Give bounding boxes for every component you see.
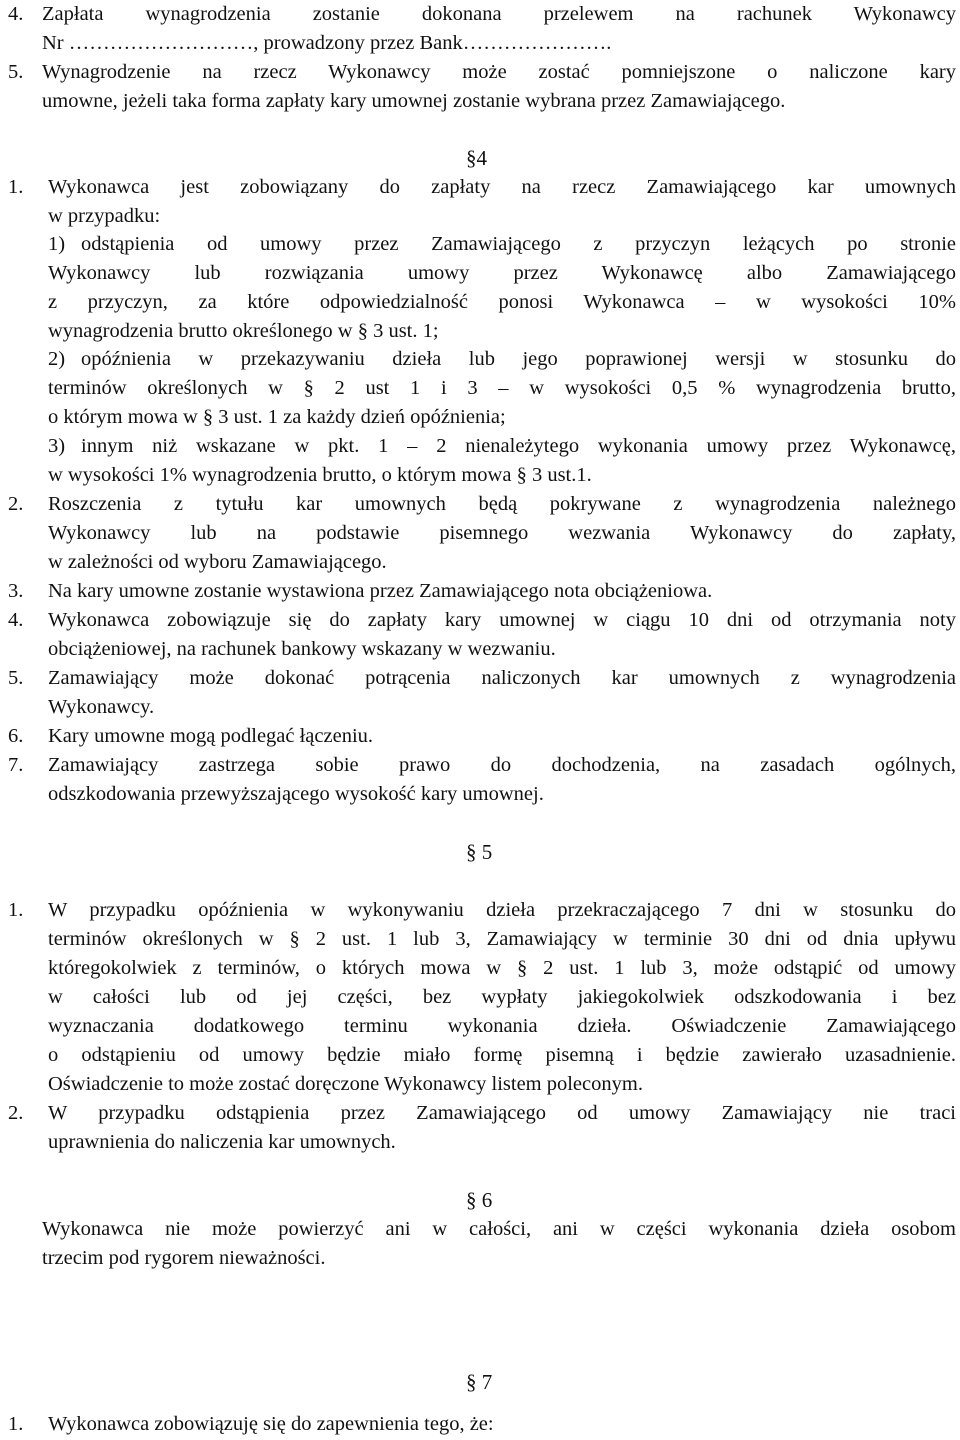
list-item-line: innym niż wskazane w pkt. 1 – 2 nienależytego wykonania umowy przez Wykonawcę, [81,435,956,457]
paragraph-number: 1. [8,176,24,198]
paragraph-number: 5. [8,61,24,83]
paragraph-line: w zależności od wyboru Zamawiającego. [48,551,387,573]
list-item-line: odstąpienia od umowy przez Zamawiającego z przyczyn leżących po stronie [81,233,956,255]
list-item-number: 3) [48,435,66,457]
paragraph-number: 1. [8,1413,24,1435]
paragraph-number: 7. [8,754,24,776]
paragraph-line: Wykonawca nie może powierzyć ani w całości, ani w części wykonania dzieła osobom [42,1218,956,1240]
list-item-line: wynagrodzenia brutto określonego w § 3 ust. 1; [48,320,439,342]
paragraph-number: 2. [8,1102,24,1124]
paragraph-line: Wykonawca jest zobowiązany do zapłaty na rzecz Zamawiającego kar umownych [48,176,956,198]
paragraph-line: uprawnienia do naliczenia kar umownych. [48,1131,396,1153]
paragraph-line: wyznaczania dodatkowego terminu wykonania dzieła. Oświadczenie Zamawiającego [48,1015,956,1037]
section-heading: §4 [466,146,487,170]
paragraph-number: 5. [8,667,24,689]
paragraph-line: Zamawiający zastrzega sobie prawo do dochodzenia, na zasadach ogólnych, [48,754,956,776]
paragraph-line: któregokolwiek z terminów, o których mowa w § 2 ust. 1 lub 3, może odstąpić od umowy [48,957,956,979]
list-item-line: o którym mowa w § 3 ust. 1 za każdy dzień opóźnienia; [48,406,506,428]
list-item-number: 2) [48,348,66,370]
paragraph-number: 4. [8,3,24,25]
paragraph-line: Wykonawcy. [48,696,155,718]
paragraph-line: terminów określonych w § 2 ust. 1 lub 3, Zamawiający w terminie 30 dni od dnia upływu [48,928,956,950]
list-item-line: terminów określonych w § 2 ust 1 i 3 – w wysokości 0,5 % wynagrodzenia brutto, [48,377,956,399]
paragraph-line: o odstąpieniu od umowy będzie miało formę pisemną i będzie zawierało uzasadnienie. [48,1044,956,1066]
section-heading: § 6 [466,1188,493,1212]
paragraph-line: Na kary umowne zostanie wystawiona przez Zamawiającego nota obciążeniowa. [48,580,713,602]
paragraph-line: Roszczenia z tytułu kar umownych będą pokrywane z wynagrodzenia należnego [48,493,956,515]
list-item-number: 1) [48,233,66,255]
paragraph-line: W przypadku odstąpienia przez Zamawiającego od umowy Zamawiający nie traci [48,1102,956,1124]
paragraph-line: W przypadku opóźnienia w wykonywaniu dzieła przekraczającego 7 dni w stosunku do [48,899,956,921]
paragraph-line: Zamawiający może dokonać potrącenia naliczonych kar umownych z wynagrodzenia [48,667,956,689]
paragraph-line: Wynagrodzenie na rzecz Wykonawcy może zostać pomniejszone o naliczone kary [42,61,956,83]
section-heading: § 7 [466,1370,493,1394]
paragraph-line: w całości lub od jej części, bez wypłaty jakiegokolwiek odszkodowania i bez [48,986,956,1008]
paragraph-line: Oświadczenie to może zostać doręczone Wykonawcy listem poleconym. [48,1073,643,1095]
paragraph-line: trzecim pod rygorem nieważności. [42,1247,326,1269]
paragraph-line: Wykonawca zobowiązuje się do zapłaty kary umownej w ciągu 10 dni od otrzymania noty [48,609,956,631]
paragraph-line: w przypadku: [48,205,161,227]
list-item-line: opóźnienia w przekazywaniu dzieła lub jego poprawionej wersji w stosunku do [81,348,956,370]
list-item-line: z przyczyn, za które odpowiedzialność ponosi Wykonawca – w wysokości 10% [48,291,956,313]
paragraph-line: Wykonawca zobowiązuję się do zapewnienia tego, że: [48,1413,494,1435]
paragraph-number: 2. [8,493,24,515]
paragraph-line: Nr ………………………, prowadzony przez Bank…………………. [42,32,612,54]
list-item-line: Wykonawcy lub rozwiązania umowy przez Wykonawcę albo Zamawiającego [48,262,956,284]
paragraph-number: 4. [8,609,24,631]
paragraph-line: obciążeniowej, na rachunek bankowy wskazany w wezwaniu. [48,638,556,660]
paragraph-line: Wykonawcy lub na podstawie pisemnego wezwania Wykonawcy do zapłaty, [48,522,956,544]
paragraph-number: 1. [8,899,24,921]
section-heading: § 5 [466,840,493,864]
paragraph-line: umowne, jeżeli taka forma zapłaty kary umownej zostanie wybrana przez Zamawiającego. [42,90,786,112]
paragraph-line: Kary umowne mogą podlegać łączeniu. [48,725,374,747]
paragraph-number: 3. [8,580,24,602]
list-item-line: w wysokości 1% wynagrodzenia brutto, o którym mowa § 3 ust.1. [48,464,592,486]
paragraph-line: Zapłata wynagrodzenia zostanie dokonana przelewem na rachunek Wykonawcy [42,3,956,25]
paragraph-number: 6. [8,725,24,747]
paragraph-line: odszkodowania przewyższającego wysokość kary umownej. [48,783,544,805]
